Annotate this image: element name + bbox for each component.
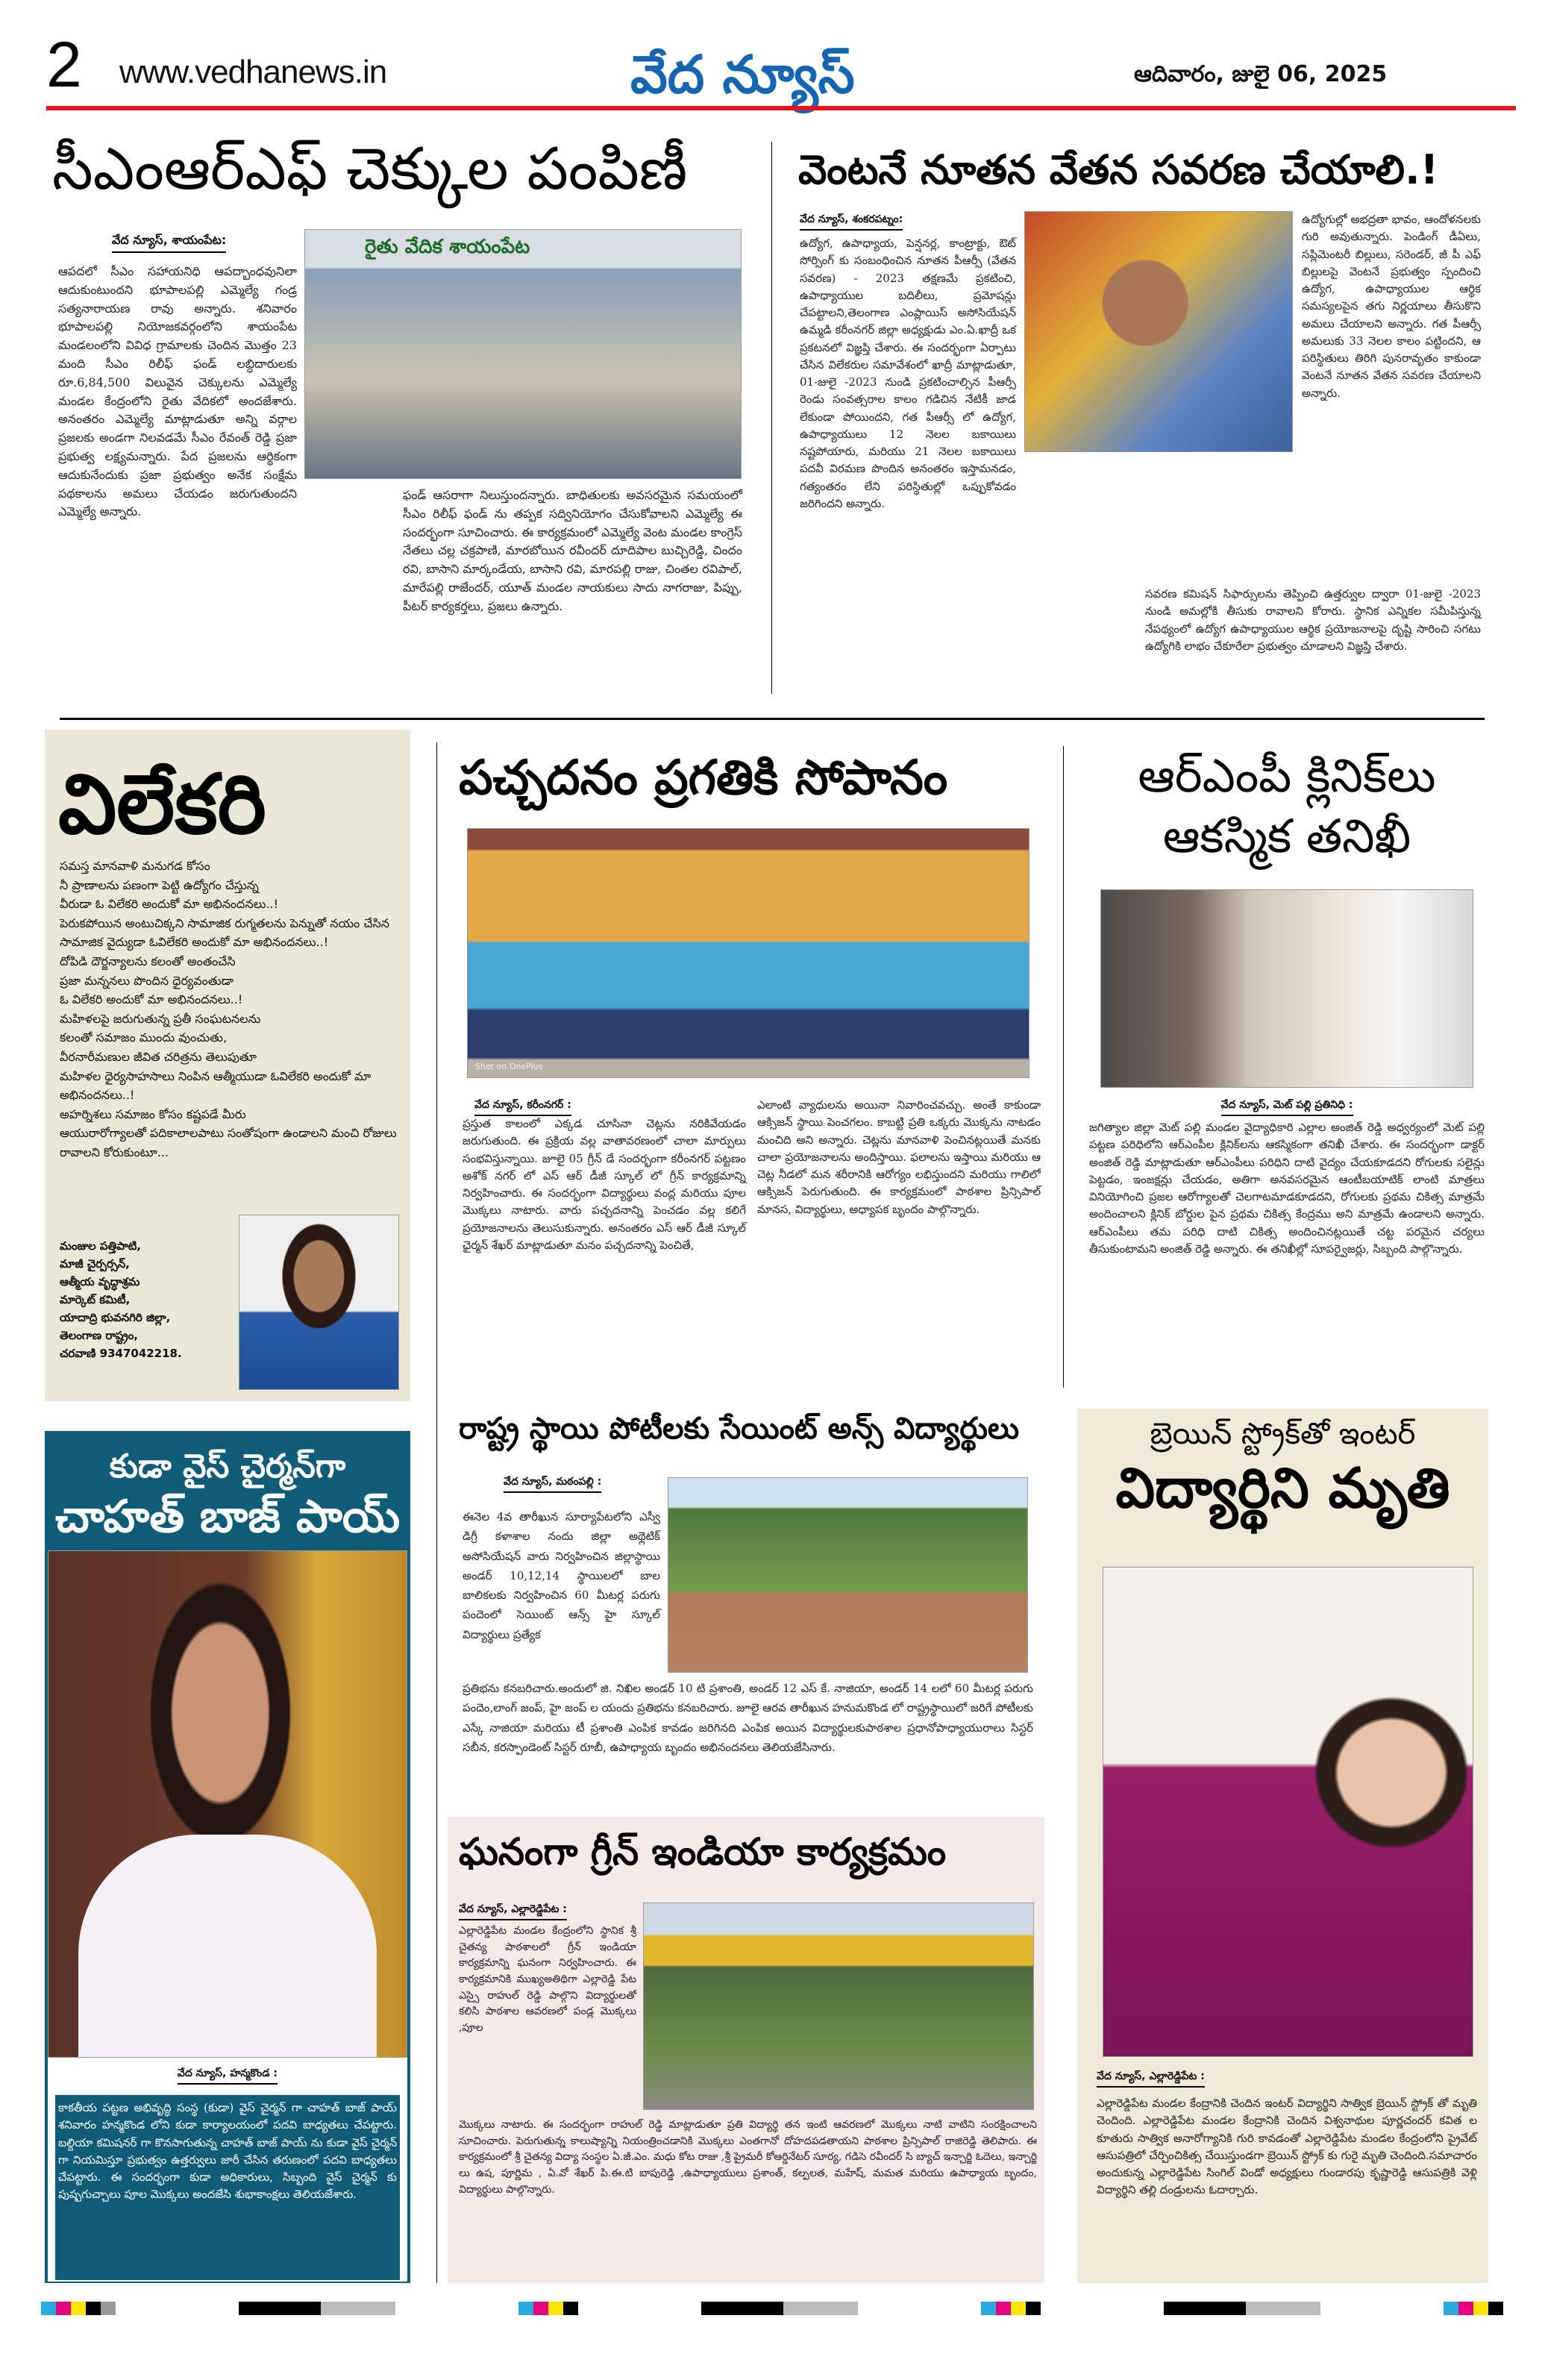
poem-line: అహర్నిశలు సమాజం కోసం కష్టపడే మీరు	[60, 1106, 246, 1121]
cmrf-byline-wrap	[112, 233, 226, 253]
poem-line: కలంతో సమాజం ముందు వుంచుతు,	[60, 1030, 228, 1045]
green-india-photo	[643, 1903, 1034, 2110]
pay-revision-photo	[1024, 211, 1293, 452]
column-divider	[436, 742, 437, 2283]
poem-line: వీరనారీమణుల జీవిత చరిత్రను తెలుపుతూ	[60, 1049, 257, 1064]
header-rule	[46, 106, 1516, 110]
poem-line: నీ ప్రాణాలను పణంగా పెట్టి ఉద్యోగం చేస్తున్న	[60, 877, 259, 892]
brain-stroke-body: ఎల్లారెడ్డిపేట మండల కేంద్రానికి చెందిన ఇంటర్ విద్యార్థిని సాత్విక బ్రెయిన్ స్ట్రోక్ తో మృతి చెందింది. ఎల్లారెడ్డిపేట మండల కేంద్రానికి చెందిన విశ్వనాథుల పూర్ణచందర్ కవిత ల కూతురు సాత్విక అనారోగ్యానికి గురి కావడంతో ఎల్లారెడ్డిపేట మండల కేంద్రంలోని ప్రైవేట్ ఆసుపత్రిలో చేర్పించికిత్స చేయిస్తుండగా బ్రెయిన్ స్ట్రోక్ కు గురై మృతి చెందింది.సమాచారం అందుకున్న ఎల్లారెడ్డిపేట సింగిల్ విండో అధ్యక్షులు గుండారపు కృష్ణారెడ్డి ఆసుపత్రికి వెళ్లి విద్యార్థిని తల్లి దండ్రులను ఓదార్చారు.	[1097, 2096, 1477, 2197]
green-india-byline: వేద న్యూస్, ఎల్లారెడ్డిపేట :	[459, 1903, 567, 1920]
cmrf-byline: వేద న్యూస్, శాయంపేట:	[112, 233, 226, 253]
brain-stroke-byline-wrap	[1097, 2068, 1205, 2088]
kuda-kicker: కుడా వైస్ చైర్మన్‌గా	[109, 1447, 346, 1485]
author-photo	[239, 1215, 399, 1390]
greenery-byline: వేద న్యూస్, కరీంనగర్ :	[474, 1099, 571, 1116]
brain-stroke-kicker: బ్రెయిన్ స్ట్రోక్‌తో ఇంటర్	[1150, 1417, 1416, 1451]
poem-line: మహిళల ధైర్యసాహసాలు నింపిన ఆత్మీయుడా ఓవిలేకరి అందుకో మా అభినందనలు..!	[60, 1068, 372, 1103]
pay-revision-body: ఉద్యోగ, ఉపాధ్యాయ, పెన్షనర్ల, కాంట్రాక్టు, ఔట్ సోర్సింగ్ కు సంబంధించిన నూతన పీఆర్సీ (వేతన సవరణ) - 2023 తక్షణమే ప్రకటించి, ఉపాధ్యాయుల బదిలీలు, ప్రమోషన్లు చేపట్టాలని,తెలంగాణ ఎంప్లాయిస్ అసోసియేషన్ ఉమ్మడి కరీంనగర్ జిల్లా అధ్యక్షుడు ఎం.ఏ.ఖాద్రీ ఒక ప్రకటనలో విజ్ఞప్తి చేశారు. ఈ సందర్భంగా ఏర్పాటు చేసిన విలేకరుల సమావేశంలో ఖాద్రీ మాట్లాడుతూ, 01-జులై -2023 నుండి ప్రకటించాల్సిన పీఆర్సీ రెండు సంవత్సరాల కాలం గడిచిన నేటికీ జాడ లేకుండా పోయిందని, గత పీఆర్సీ లో ఉద్యోగ, ఉపాధ్యాయులు 12 నెలల బకాయిలు నష్టపోయారు, మరియు 21 నెలల బకాయిలు పదవీ విరమణ పొందిన అనంతరం ఇస్తామనడం, గత్యంతరం లేని పరిస్థితుల్లో ఒప్పుకోవడం జరిగిందని అన్నారు.	[800, 237, 1016, 510]
masthead-logo: వేద న్యూస్	[630, 44, 855, 105]
rmp-byline-wrap	[1100, 1097, 1473, 1116]
vilekari-box	[45, 730, 410, 1401]
vilekari-author	[60, 1237, 239, 1362]
cmrf-body: ఆపదలో సీఎం సహాయనిధి ఆపద్బాంధవునిలా ఆదుకుంటుందని భూపాలపల్లి ఎమ్మెల్యే గండ్ర సత్యనారాయణ రావు అన్నారు. శనివారం భూపాలపల్లి నియోజకవర్గంలోని శాయంపేట మండలంలోని వివిధ గ్రామాలకు చెందిన మొత్తం 23 మంది సీఎం రిలీఫ్ ఫండ్ లబ్ధిదారులకు రూ.6,84,500 విలువైన చెక్కులను ఎమ్మెల్యే మండల కేంద్రంలోని రైతు వేదికలో అందజేశారు. అనంతరం ఎమ్మెల్యే మాట్లాడుతూ అన్ని వర్గాల ప్రజలకు అండగా నిలవడమే సీఎం రేవంత్ రెడ్డి ప్రజా ప్రభుత్వ లక్ష్యమన్నారు. పేద ప్రజలను ఆర్థికంగా ఆదుకునేందుకు ప్రజా ప్రభుత్వం అనేక సంక్షేమ పథకాలను అమలు చేయడం జరుగుతుందని ఎమ్మెల్యే అన్నారు.	[58, 264, 297, 519]
rmp-headline: ఆర్ఎంపీ క్లినిక్‌లు ఆకస్మిక తనిఖీ	[1138, 748, 1436, 863]
author-line: చరవాణి 9347042218.	[60, 1347, 182, 1360]
poem-line: పెరుకపోయిన అంటుచిక్కని సామాజిక రుగ్మతలను పెన్నుతో నయం చేసిన సామాజిక వైద్యుడా ఓవిలేకరి అందుకో మా అభినందనలు..!	[60, 915, 389, 950]
poem-line: రావాలని కోరుకుంటూ...	[60, 1144, 169, 1159]
column-divider	[1063, 746, 1064, 1388]
greenery-byline-wrap	[474, 1097, 571, 1116]
poem-line: ఓ విలేకరి అందుకో మా అభినందనలు..!	[60, 992, 243, 1007]
poem-line: ఆయురారోగ్యాలతో పదికాలాలపాటు సంతోషంగా ఉండాలని మంచి రోజులు	[60, 1126, 397, 1141]
rmp-byline: వేద న్యూస్, మెట్ పల్లి ప్రతినిధి :	[1221, 1099, 1353, 1116]
vilekari-headline: విలేకరి	[58, 757, 266, 852]
kuda-body: కాకతీయ పట్టణ అభివృద్ధి సంస్థ (కుడా) వైస్ చైర్మన్ గా చాహత్ బాజ్ పాయ్ శనివారం హన్మకొండ లోని కుడా కార్యాలయంలో పదవి బాధ్యతలు చేపట్టారు. బల్దియా కమిషనర్ గా కొనసాగుతున్న చాహత్ బాజ్ పాయ్ ను కుడా వైస్ చైర్మన్ గా నియమిస్తూ ప్రభుత్వం ఉత్తర్వులు జారీ చేసిన తరుణంలో పదవి బాధ్యతలు చేపట్టారు. ఈ సందర్భంగా కుడా అధికారులు, సిబ్బంది వైస్ చైర్మన్ కు పుష్పగుచ్చాలు పూల మొక్కలు అందజేసి శుభాకాంక్షలు తెలియజేశారు.	[55, 2095, 400, 2280]
athletics-photo	[668, 1477, 1028, 1673]
author-line: మాజీ చైర్పర్సన్,	[60, 1257, 130, 1271]
author-line: మార్కెట్ కమిటీ,	[60, 1293, 131, 1306]
kuda-box	[45, 1431, 410, 2283]
cmrf-photo	[304, 229, 742, 479]
green-india-headline: ఘనంగా గ్రీన్ ఇండియా కార్యక్రమం	[459, 1830, 947, 1873]
athletics-byline-wrap	[504, 1474, 601, 1493]
cmrf-photo-banner: రైతు వేదిక శాయంపేట	[365, 236, 530, 258]
rmp-body: జగిత్యాల జిల్లా మెట్ పల్లి మండల వైద్యాధికారి ఎల్లాల అంజిత్ రెడ్డి అధ్వర్యంలో మెట్ పల్లి పట్టణ పరిధిలోని ఆర్ఎంపీల క్లినిక్‌లను ఆకస్మికంగా తనిఖీ చేశారు. ఈ సందర్భంగా డాక్టర్ అంజిత్ రెడ్డి మాట్లాడుతూ ఆర్ఎంపీలు పరిధిని దాటి వైద్యం చేయకూడదని రోగులకు సలైన్లు పెట్టడం, ఇంజక్షన్లు చేయడం, అతిగా అనవసరమైన ఆంటీబయాటిక్ లాంటి మాత్రలు వినియోగించి ప్రజల ఆరోగ్యాలతో చెలగాటమాడకూడదని, రోగులకు ప్రథమ చికిత్స మాత్రమే అందించాలని క్లినిక్ బోర్డుల పైన ప్రథమ చికిత్స కేంద్రము అని మాత్రమే ఉండాలని అన్నారు. ఆర్ఎంపీలు తమ పరిధి దాటి చికిత్స అందించినట్లయితే చట్ట పరమైన చర్యలు తీసుకుంటామని అంజిత్ రెడ్డి అన్నారు. ఈ తనిఖీల్లో సూపర్వైజర్లు, సిబ్బంది పాల్గొన్నారు.	[1089, 1121, 1485, 1256]
greenery-photo	[467, 828, 1029, 1078]
greenery-body-2: ఎలాంటి వ్యాధులను అయినా నివారించవచ్చు. అంతే కాకుండా ఆక్సిజన్ స్థాయి పెంచగలం. కాబట్టి ప్రతి ఒక్కరు మొక్కను నాటడం మంచిది అని అన్నారు. చెట్లను మానవాళి పెంచినట్లయితే మనకు చాలా ప్రయోజనాలను అందిస్తాయి. ఫలాలను ఇస్తాయి మరియు ఆ చెట్ల నీడలో మన శరీరానికి ఆరోగ్యం లభిస్తుందని మరియు గాలిలో ఆక్సిజన్ పెరుగుతుంది. ఈ కార్యక్రమంలో పాఠశాల ప్రిన్సిపాల్ మానస, విద్యార్థులు, అధ్యాపక బృందం పాల్గొన్నారు.	[757, 1098, 1041, 1216]
author-line: ఆత్మీయ వృద్ధాశ్రమ	[60, 1275, 140, 1288]
pay-revision-headline: వెంటనే నూతన వేతన సవరణ చేయాలి.!	[798, 146, 1439, 193]
athletics-body-2: ప్రతిభను కనబరిచారు.అందులో జి. నిఖిల అండర్ 10 టి ప్రశాంతి, అండర్ 12 ఎస్ కే. నాజియా, అండర్ 14 లలో 60 మీటర్ల పరుగు పందెం,లాంగ్ జంప్, హై జంప్ ల యందు ప్రతిభను కనబరిచారు. జూలై ఆరవ తారీఖున హనుమకొండ లో రాష్ట్రస్థాయిలో జరిగే పోటీలకు ఎస్కే నాజియా మరియు టీ ప్రశాంతి ఎంపిక కావడం జరిగినది ఎంపిక అయిన విద్యార్థులకుపాఠశాల ప్రధానోపాధ్యాయురాలు సిస్టర్ సబీన, కరస్పాండెంట్ సిస్టర్ రూబీ, ఉపాధ్యాయ బృందం అభినందనలు తెలియజేసినారు.	[463, 1682, 1033, 1754]
photo-watermark: Shot on OnePlus	[475, 1062, 543, 1071]
kuda-byline-wrap	[55, 2065, 400, 2085]
poem-line: వీరుడా ఓ విలేకరి అందుకో మా అభినందనలు..!	[60, 897, 279, 912]
green-india-body-2: మొక్కలు నాటారు. ఈ సందర్భంగా రాహుల్ రెడ్డి మాట్లాడుతూ ప్రతి విద్యార్థి తన ఇంటి ఆవరణలో మొక్కలు నాటి వాటిని సంరక్షించాలని సూచించారు. పెరుగుతున్న కాలుష్యాన్ని నియంత్రించడానికి మొక్కలు ఎంతగానో దోహదపడతాయని పాఠశాల ప్రిన్సిపాల్ రాజిరెడ్డి తెలిపారు. ఈ కార్యక్రమంలో శ్రీ చైతన్య విద్యా సంస్థల ఏ.జీ.ఎం. మధు కోట రాజు ,శ్రీ ప్రైమరీ కోఆర్డినేటర్ సూర్య, గడిసె రవీందర్ సి బ్యాచ్ ఇన్చార్జి ఓదెలు, ఇన్చార్జి లు ఉష, పూర్ణిమ , ఏ.వో శేఖర్ పి.ఈ.టి బాపురెడ్డి ,ఉపాధ్యాయులు ప్రశాంత్, కల్పలత, మహేష్, మమత మరియు ఉపాధ్యాయ బృందం, విద్యార్థులు పాల్గొన్నారు.	[459, 2119, 1037, 2196]
brain-stroke-byline: వేద న్యూస్, ఎల్లారెడ్డిపేట :	[1097, 2070, 1205, 2088]
athletics-body: ఈనెల 4వ తారీఖున సూర్యాపేటలోని ఎస్వీ డిగ్రీ కళాశాల నందు జిల్లా అథ్లెటిక్ అసోసియేషన్ వారు నిర్వహించిన జిల్లాస్థాయి అండర్ 10,12,14 స్థాయిలలో బాల బాలికలకు నిర్వహించిన 60 మీటర్ల పరుగు పందెంలో సెయింట్ ఆన్స్ హై స్కూల్ విద్యార్థులు ప్రత్యేక	[463, 1510, 660, 1641]
page-number: 2	[46, 29, 82, 101]
brain-stroke-headline: విద్యార్థిని మృతి	[1115, 1456, 1450, 1521]
print-registration-bar	[41, 2302, 1503, 2318]
greenery-headline: పచ్చదనం ప్రగతికి సోపానం	[459, 751, 948, 806]
pay-revision-body-2: ఉద్యోగుల్లో అభద్రతా భావం, ఆందోళనలకు గురి అవుతున్నారు. పెండింగ్ డీఏలు, సప్లిమెంటరీ బిల్లులు, సరెండర్, జీ పీ ఎఫ్ బిల్లులపై వెంటనే ప్రభుత్వం స్పందించి ఉద్యోగ, ఉపాధ్యాయుల ఆర్థిక సమస్యలపైన తగు నిర్ణయాలు తీసుకొని అమలు చేయాలని అన్నారు. గత పీఆర్సీ అమలుకు 33 నెలల కాలం పట్టిందని, ఆ పరిస్థితులు తిరిగి పునరావృతం కాకుండా వెంటనే నూతన వేతన సవరణ చేయాలని అన్నారు.	[1302, 213, 1481, 400]
kuda-photo	[48, 1550, 407, 2058]
poem-line: ప్రజా మన్ననలు పొందిన ధైర్యవంతుడా	[60, 973, 234, 988]
pay-revision-byline: వేద న్యూస్, శంకరపట్నం:	[800, 213, 903, 231]
cmrf-body-2: ఫండ్ ఆసరాగా నిలుస్తుందన్నారు. బాధితులకు అవసరమైన సమయంలో సీఎం రిలీఫ్ ఫండ్ ను తప్పక సద్వినియోగం చేసుకోవాలని ఎమ్మెల్యే ఈ సందర్భంగా సూచించారు. ఈ కార్యక్రమంలో ఎమ్మెల్యే వెంట మండల కాంగ్రెస్ నేతలు చల్ల చక్రపాణి, మారబోయిన రవీందర్ దూదిపాల బుచ్చిరెడ్డి, చిందం రవి, బాసాని మార్కండేయ, బాసాని రవి, మారపల్లి రాజు, చింతల రవిపాల్, మారేపల్లి రాజేందర్, యూత్ మండల నాయకులు సాదు నాగరాజు, పిప్పు, పీటర్ కార్యకర్తలు, ప్రజలు ఉన్నారు.	[403, 488, 742, 613]
kuda-byline: వేద న్యూస్, హన్మకొండ :	[178, 2067, 278, 2085]
pay-revision-byline-wrap	[800, 211, 903, 231]
poem-line: దోపిడి దౌర్జన్యాలను కలంతో అంతంచేసి	[60, 953, 236, 968]
section-rule	[60, 718, 1485, 720]
author-line: మంజుల పత్తిపాటి,	[60, 1239, 141, 1253]
author-line: తెలంగాణ రాష్ట్రం,	[60, 1329, 139, 1342]
athletics-byline: వేద న్యూస్, మఠంపల్లి :	[504, 1476, 601, 1493]
greenery-body: ప్రస్తుత కాలంలో ఎక్కడ చూసినా చెట్లను నరికివేయడం జరుగుతుంది. ఈ ప్రక్రియ వల్ల వాతావరణంలో చాలా మార్పులు సంభవిస్తున్నాయి. జూలై 05 గ్రీన్ డే సందర్భంగా కరీంనగర్ పట్టణం అశోక్ నగర్ లో ఎస్ ఆర్ డీజీ స్కూల్ లో గ్రీన్ కార్యక్రమాన్ని నిర్వహించారు. ఈ సందర్భంగా విద్యార్థులు వంద్ల మరియు పూల మొక్కలు నాటారు. వారు పచ్చదనాన్ని పెంచడం వల్ల కలిగే ప్రయోజనాలను తెలుసుకున్నారు. అనంతరం ఎస్ ఆర్ డీజీ స్కూల్ ఛైర్మన్ శేఖర్ మాట్లాడుతూ మనం పచ్చదనాన్ని పెంచితే,	[463, 1117, 746, 1252]
athletics-headline: రాష్ట్ర స్థాయి పోటీలకు సేయింట్ అన్స్ విద్యార్థులు	[459, 1412, 1020, 1446]
brain-stroke-photo	[1103, 1567, 1473, 2057]
kuda-photo-dress	[78, 1835, 377, 2058]
cmrf-headline: సీఎంఆర్ఎఫ్ చెక్కుల పంపిణీ	[52, 136, 688, 203]
kuda-headline: చాహత్ బాజ్ పాయ్	[55, 1491, 400, 1543]
green-india-byline-wrap	[459, 1901, 567, 1920]
rmp-photo	[1100, 889, 1473, 1088]
pay-revision-body-3: సవరణ కమిషన్ సిఫార్సులను తెప్పించి ఉత్తర్వుల ద్వారా 01-జులై -2023 నుండి అమల్లోకి తీసుకు రావాలని కోరారు. స్థానిక ఎన్నికల సమీపిస్తున్న నేపథ్యంలో ఉద్యోగ ఉపాధ్యాయుల ఆర్థిక ప్రయోజనాలపై దృష్టి సారించి సగటు ఉద్యోగికి లాభం చేకూరేలా ప్రభుత్వం చూడాలని విజ్ఞప్తి చేశారు.	[1145, 587, 1481, 653]
issue-date: ఆదివారం, జులై 06, 2025	[1134, 61, 1388, 87]
poem-line: మహిళలపై జరుగుతున్న ప్రతీ సంఘటనలను	[60, 1011, 261, 1026]
author-line: యాదాద్రి భువనగిరి జిల్లా,	[60, 1311, 171, 1324]
website-url[interactable]: www.vedhanews.in	[119, 54, 387, 90]
poem-line: సమస్త మానవాళి మనుగడ కోసం	[60, 859, 210, 873]
green-india-body: ఎల్లారెడ్డిపేట మండల కేంద్రంలోని స్థానిక శ్రీ చైతన్య పాఠశాలలో గ్రీన్ ఇండియా కార్యక్రమాన్ని ఘనంగా నిర్వహించారు. ఈ కార్యక్రమానికి ముఖ్యఅతిథిగా ఎల్లారెడ్డి పేట ఎస్సై రాహుల్ రెడ్డి పాల్గొని విద్యార్థులతో కలిసి పాఠశాల ఆవరణలో పండ్ల మొక్కలు ,పూల	[459, 1925, 636, 2035]
column-divider	[771, 142, 772, 694]
vilekari-poem	[60, 857, 403, 1162]
